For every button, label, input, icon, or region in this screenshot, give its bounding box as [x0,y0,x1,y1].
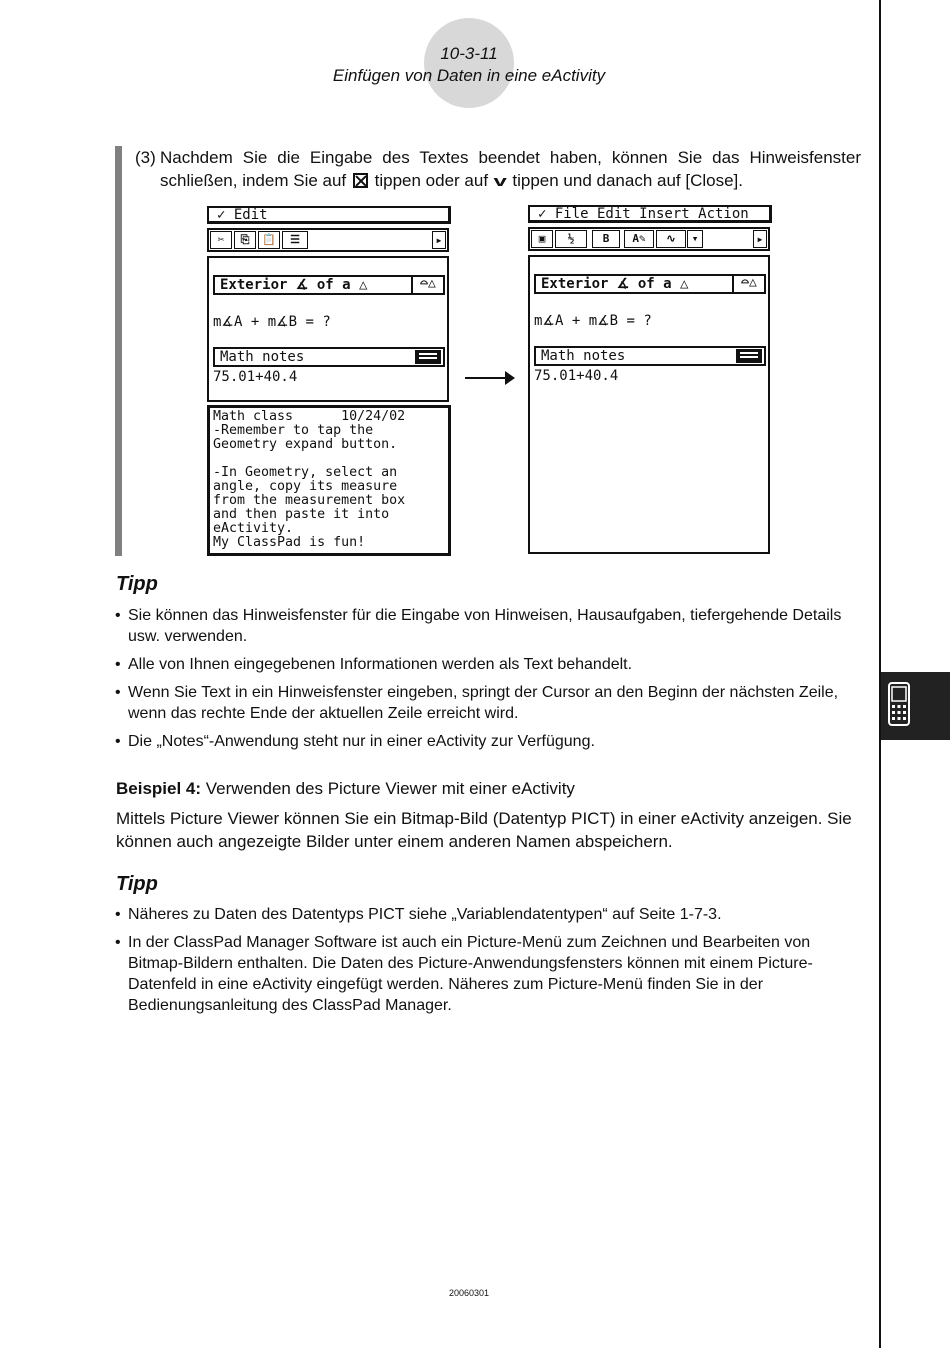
notes-strip[interactable]: Math notes [534,346,766,366]
save-icon[interactable]: ▣ [531,230,553,248]
tipp-list [115,904,861,1023]
list-item: • In der ClassPad Manager Software ist auch ein Picture-Menü zum Zeichnen und Bearbeiten von Bitmap-Bildern enthalten. Die Daten des Picture-Anwendungsfensters können mit einem Picture-Datenfeld in eine eActivity eingefügt werden. Näheres zum Picture-Menü finden Sie in der Bedienungsanleitung des ClassPad Manager. [115,932,861,1016]
toolbar [528,227,770,251]
paste-icon[interactable]: 📋 [258,231,280,249]
tipp-heading: Tipp [116,873,158,895]
toolbar [207,228,449,252]
fraction-icon[interactable]: ½ [555,230,587,248]
footer-code: 20060301 [448,1288,490,1298]
list-item: • Wenn Sie Text in ein Hinweisfenster eingeben, springt der Cursor an den Beginn der nächsten Zeile, wenn das rechte Ende der aktuellen Zeile erreicht wird. [115,682,861,724]
menu-chevron-icon: ✓ [538,206,555,222]
menu-bar[interactable]: ✓ Edit [207,206,451,224]
title-field[interactable]: Exterior ∡ of a △ ⌓△ [213,275,445,295]
toolbar-scroll-icon[interactable]: ▸ [753,230,767,248]
title-field[interactable]: Exterior ∡ of a △ ⌓△ [534,274,766,294]
list-item: • Näheres zu Daten des Datentyps PICT siehe „Variablendatentypen“ auf Seite 1-7-3. [115,904,861,925]
notes-window[interactable]: Math class 10/24/02 -Remember to tap the Geometry expand button. -In Geometry, select an angle, copy its measure from the measurement box and then paste it into eActivity. My ClassPad is fun! [207,405,451,556]
step-text: Nachdem Sie die Eingabe des Textes beendet haben, können Sie das Hinweisfenster schließen, indem Sie auf tippen oder auf v tippen und danach auf [Close]. [160,146,861,193]
equation-line: m∡A + m∡B = ? [213,314,331,330]
arrow-right-icon [465,377,511,379]
notes-strip[interactable]: Math notes [213,347,445,367]
page-title: Einfügen von Daten in eine eActivity [332,66,606,85]
page-number: 10-3-11 [440,44,498,63]
list-icon[interactable]: ☰ [282,231,308,249]
step-marker-bar [115,146,122,556]
dropdown-icon[interactable]: ▾ [687,230,703,248]
notes-icon[interactable] [736,349,762,363]
menu-chevron-icon: v [493,173,507,190]
list-item: • Alle von Ihnen eingegebenen Informationen werden als Text behandelt. [115,654,861,675]
equation-line: m∡A + m∡B = ? [534,313,652,329]
list-item: • Sie können das Hinweisfenster für die Eingabe von Hinweisen, Hausaufgaben, tiefergehende Details usw. verwenden. [115,605,861,647]
bold-icon[interactable]: B [592,230,620,248]
example-body: Mittels Picture Viewer können Sie ein Bitmap-Bild (Datentyp PICT) in einer eActivity anzeigen. Sie können auch angezeigte Bilder unter einem anderen Namen abspeichern. [116,809,852,851]
menu-chevron-icon: ✓ [217,207,234,223]
tipp-heading: Tipp [116,573,158,595]
close-x-icon [353,173,368,188]
list-item: • Die „Notes“-Anwendung steht nur in einer eActivity zur Verfügung. [115,731,861,752]
example-heading: Beispiel 4: Verwenden des Picture Viewer mit einer eActivity [116,779,575,798]
notes-value: 75.01+40.4 [534,368,619,384]
step-number: (3) [135,148,156,167]
copy-icon[interactable]: ⎘ [234,231,256,249]
notes-value: 75.01+40.4 [213,369,298,385]
chapter-side-tab [881,672,950,740]
eactivity-panel [207,256,449,402]
menu-bar[interactable]: ✓ File Edit Insert Action [528,205,772,223]
stroke-icon[interactable]: ∿ [656,230,686,248]
text-icon[interactable]: A✎ [624,230,654,248]
step-3 [135,146,861,193]
eactivity-panel [528,255,770,554]
toolbar-scroll-icon[interactable]: ▸ [432,231,446,249]
notes-icon[interactable] [415,350,441,364]
calculator-icon [888,682,910,726]
geometry-icon[interactable]: ⌓△ [732,274,764,294]
geometry-icon[interactable]: ⌓△ [411,275,443,295]
cut-icon[interactable]: ✂ [210,231,232,249]
tipp-list [115,605,861,759]
